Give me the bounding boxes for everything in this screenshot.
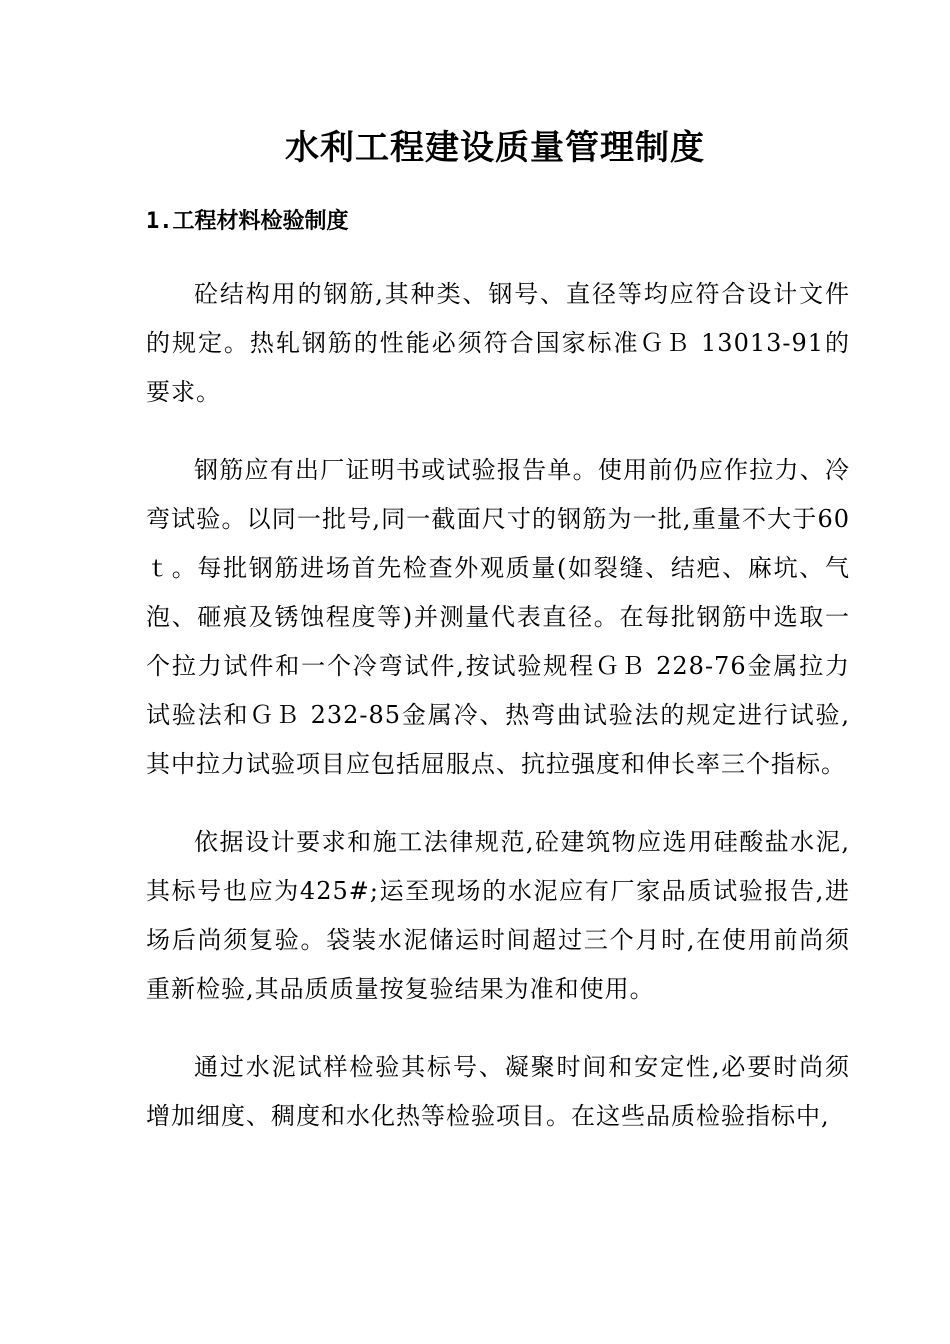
document-title: 水利工程建设质量管理制度 bbox=[285, 128, 705, 168]
paragraph-cement-testing: 通过水泥试样检验其标号、凝聚时间和安定性,必要时尚须增加细度、稠度和水化热等检验项目。在这些品质检验指标中, bbox=[146, 1053, 850, 1130]
paragraph-steel-testing: 钢筋应有出厂证明书或试验报告单。使用前仍应作拉力、冷弯试验。以同一批号,同一截面尺寸的钢筋为一批,重量不大于60 ｔ。每批钢筋进场首先检查外观质量(如裂缝、结疤、麻坑、气泡、砸痕及锈蚀程度等)并测量代表直径。在每批钢筋中选取一个拉力试件和一个冷弯试件,按试验规程ＧＢ 228-76金属拉力试验法和ＧＢ 232-85金属冷、热弯曲试验法的规定进行试验,其中拉力试验项目应包括屈服点、抗拉强度和伸长率三个指标。 bbox=[146, 456, 850, 778]
paragraph-steel-spec: 砼结构用的钢筋,其种类、钢号、直径等均应符合设计文件的规定。热轧钢筋的性能必须符合国家标准ＧＢ 13013-91的要求。 bbox=[146, 280, 850, 406]
document-body bbox=[146, 270, 850, 1170]
paragraph-cement-requirements: 依据设计要求和施工法律规范,砼建筑物应选用硅酸盐水泥,其标号也应为425#;运至现场的水泥应有厂家品质试验报告,进场后尚须复验。袋装水泥储运时间超过三个月时,在使用前尚须重新检验,其品质质量按复验结果为准和使用。 bbox=[146, 828, 850, 1003]
section-heading: 1.工程材料检验制度 bbox=[146, 209, 349, 234]
